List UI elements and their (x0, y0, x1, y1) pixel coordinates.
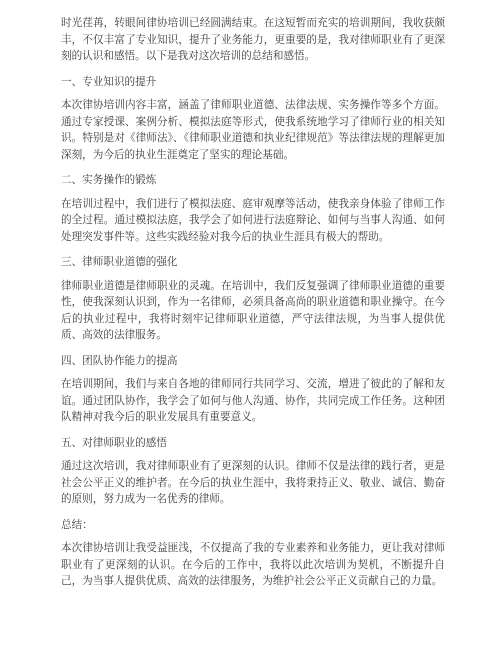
section-body-knowledge: 本次律协培训内容丰富，涵盖了律师职业道德、法律法规、实务操作等多个方面。通过专家授课、案例分析、模拟法庭等形式，使我系统地学习了律师行业的相关知识。特别是对《律师法》、《律师职业道德和执业纪律规范》等法律法规的理解更加深刻，为今后的执业生涯奠定了坚实的理论基础。 (61, 99, 445, 161)
section-body-reflection: 通过这次培训，我对律师职业有了更深刻的认识。律师不仅是法律的践行者，更是社会公平正义的维护者。在今后的执业生涯中，我将秉持正义、敬业、诚信、勤奋的原则，努力成为一名优秀的律师。 (61, 460, 445, 505)
section-heading-practice: 二、实务操作的锻炼 (61, 174, 157, 186)
section-body-ethics: 律师职业道德是律师职业的灵魂。在培训中，我们反复强调了律师职业道德的重要性，使我深刻认识到，作为一名律师，必须具备高尚的职业道德和职业操守。在今后的执业过程中，我将时刻牢记律师职业道德，严守法律法规，为当事人提供优质、高效的法律服务。 (61, 279, 445, 341)
summary-body: 本次律协培训让我受益匪浅，不仅提高了我的专业素养和业务能力，更让我对律师职业有了更深刻的认识。在今后的工作中，我将以此次培训为契机，不断提升自己，为当事人提供优质、高效的法律服务，为维护社会公平正义贡献自己的力量。 (61, 542, 445, 587)
summary-heading: 总结： (61, 518, 93, 531)
section-body-teamwork: 在培训期间，我们与来自各地的律师同行共同学习、交流，增进了彼此的了解和友谊。通过团队协作，我学会了如何与他人沟通、协作，共同完成工作任务。这种团队精神对我今后的职业发展具有重要意义。 (61, 378, 445, 423)
section-heading-reflection: 五、对律师职业的感悟 (61, 436, 167, 449)
intro-paragraph: 时光荏苒，转眼间律协培训已经圆满结束。在这短暂而充实的培训期间，我收获颇丰，不仅丰富了专业知识，提升了业务能力，更重要的是，我对律师职业有了更深刻的认识和感悟。以下是我对这次培训的总结和感悟。 (61, 17, 445, 62)
section-heading-teamwork: 四、团队协作能力的提高 (61, 354, 178, 367)
document-page (61, 15, 445, 590)
section-heading-knowledge: 一、专业知识的提升 (61, 75, 157, 88)
section-body-practice: 在培训过程中，我们进行了模拟法庭、庭审观摩等活动，使我亲身体验了律师工作的全过程。通过模拟法庭，我学会了如何进行法庭辩论、如何与当事人沟通、如何处理突发事件等。这些实践经验对我今后的执业生涯具有极大的帮助。 (61, 197, 445, 243)
section-heading-ethics: 三、律师职业道德的强化 (61, 256, 178, 268)
